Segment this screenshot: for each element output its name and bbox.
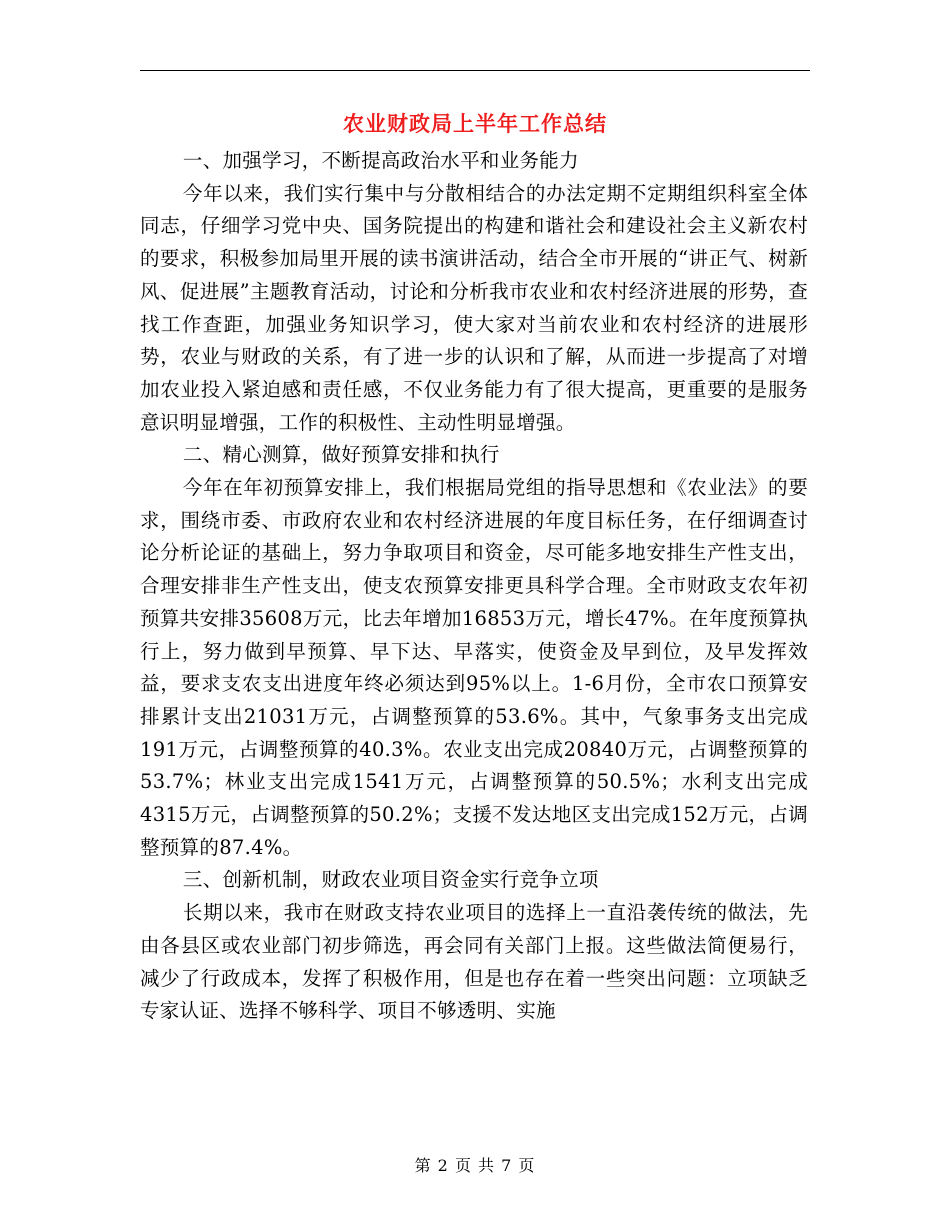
paragraph-2: 今年在年初预算安排上，我们根据局党组的指导思想和《农业法》的要求，围绕市委、市政府农业和农村经济进展的年度目标任务，在仔细调查讨论分析论证的基础上，努力争取项目和资金，尽可能多地安排生产性支出，合理安排非生产性支出，使支农预算安排更具科学合理。全市财政支农年初预算共安排35608万元，比去年增加16853万元，增长47%。在年度预算执行上，努力做到早预算、早下达、早落实，使资金及早到位，及早发挥效益，要求支农支出进度年终必须达到95%以上。1-6月份，全市农口预算安排累计支出21031万元，占调整预算的53.6%。其中，气象事务支出完成191万元，占调整预算的40.3%。农业支出完成20840万元，占调整预算的53.7%；林业支出完成1541万元，占调整预算的50.5%；水利支出完成4315万元，占调整预算的50.2%；支援不发达地区支出完成152万元，占调整预算的87.4%。: [140, 476, 808, 859]
section-heading-3: 三、创新机制，财政农业项目资金实行竞争立项: [182, 868, 599, 892]
section-heading-2: 二、精心测算，做好预算安排和执行: [182, 443, 500, 467]
section-heading-1: 一、加强学习，不断提高政治水平和业务能力: [182, 149, 579, 172]
paragraph-1: 今年以来，我们实行集中与分散相结合的办法定期不定期组织科室全体同志，仔细学习党中央、国务院提出的构建和谐社会和建设社会主义新农村的要求，积极参加局里开展的读书演讲活动，结合全市开展的“讲正气、树新风、促进展”主题教育活动，讨论和分析我市农业和农村经济进展的形势，查找工作查距，加强业务知识学习，使大家对当前农业和农村经济的进展形势，农业与财政的关系，有了进一步的认识和了解，从而进一步提高了对增加农业投入紧迫感和责任感，不仅业务能力有了很大提高，更重要的是服务意识明显增强，工作的积极性、主动性明显增强。: [140, 181, 808, 434]
header-rule: [140, 70, 810, 71]
document-body: [140, 145, 808, 1028]
paragraph-3: 长期以来，我市在财政支持农业项目的选择上一直沿袭传统的做法，先由各县区或农业部门初步筛选，再会同有关部门上报。这些做法简便易行，减少了行政成本，发挥了积极作用，但是也存在着一些突出问题：立项缺乏专家认证、选择不够科学、项目不够透明、实施: [140, 901, 808, 1023]
document-title: 农业财政局上半年工作总结: [343, 112, 607, 136]
page-footer: 第 2 页 共 7 页: [414, 1156, 536, 1175]
